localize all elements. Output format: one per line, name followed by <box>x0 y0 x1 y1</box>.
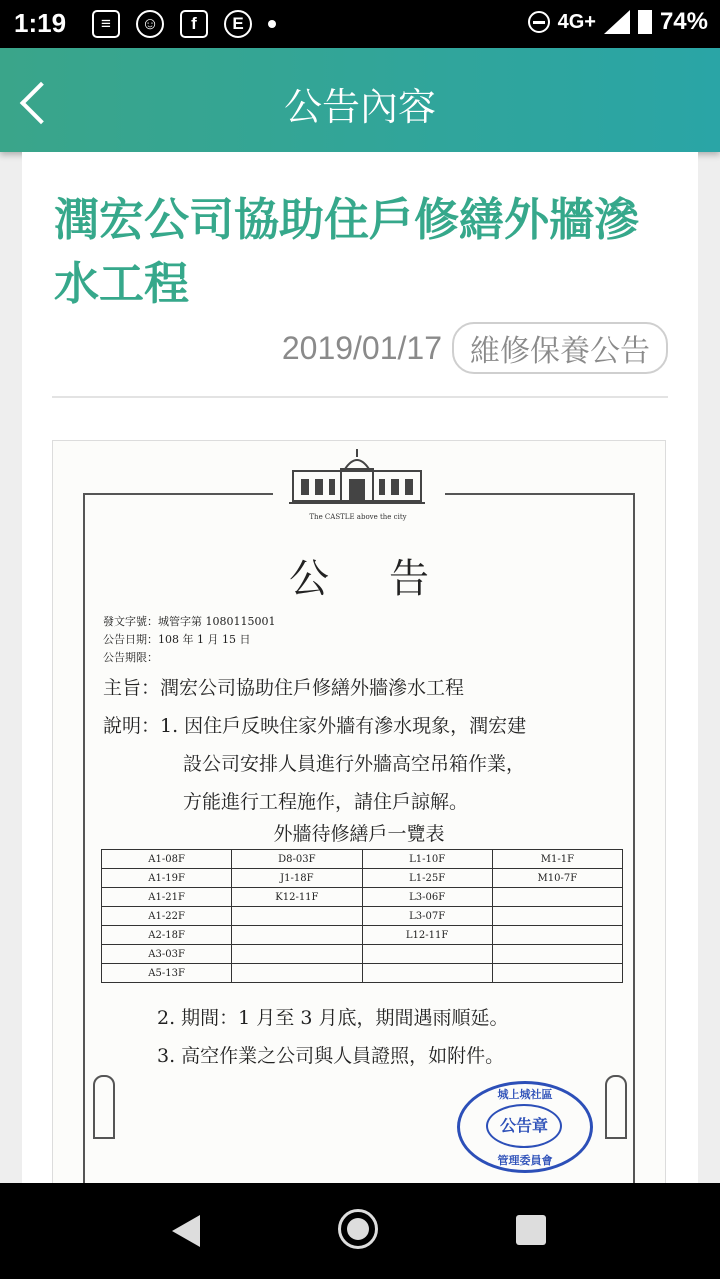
announcement-title: 潤宏公司協助住戶修繕外牆滲水工程 <box>54 193 640 310</box>
table-cell: K12-11F <box>232 888 362 907</box>
table-cell: J1-18F <box>232 869 362 888</box>
battery-percent: 74% <box>659 8 708 35</box>
table-row <box>102 926 623 945</box>
notice-desc-1: 說明：1. 因住戶反映住家外牆有滲水現象，潤宏建 <box>103 715 527 737</box>
announcement-date: 2019/01/17 <box>281 329 442 366</box>
table-cell: L1-10F <box>362 850 492 869</box>
castle-logo-icon <box>289 447 425 509</box>
page-title: 公告內容 <box>283 85 436 129</box>
e-icon: E <box>224 10 252 38</box>
table-cell: A5-13F <box>102 964 232 983</box>
table-cell: L3-07F <box>362 907 492 926</box>
notice-heading: 公告 <box>289 556 489 602</box>
dot-icon <box>268 20 276 28</box>
nav-back-icon[interactable] <box>172 1215 200 1247</box>
table-row <box>102 869 623 888</box>
table-title: 外牆待修繕戶一覽表 <box>273 823 445 845</box>
table-row <box>102 850 623 869</box>
table-cell <box>492 926 622 945</box>
battery-icon <box>638 10 652 34</box>
notice-image[interactable] <box>52 440 666 1192</box>
notice-note-2: 2. 期間：1 月至 3 月底，期間遇雨順延。 <box>157 1007 509 1029</box>
table-cell: A2-18F <box>102 926 232 945</box>
status-bar <box>0 0 720 48</box>
ornament-right-icon <box>605 1075 627 1139</box>
table-cell: L1-25F <box>362 869 492 888</box>
table-cell: L12-11F <box>362 926 492 945</box>
table-cell <box>492 964 622 983</box>
table-row <box>102 945 623 964</box>
do-not-disturb-icon <box>528 11 550 33</box>
notice-notes <box>157 999 508 1075</box>
table-cell <box>492 945 622 964</box>
table-cell <box>362 964 492 983</box>
nav-home-icon[interactable] <box>338 1209 378 1249</box>
notice-desc-2: 設公司安排人員進行外牆高空吊箱作業， <box>183 753 526 775</box>
table-cell <box>232 907 362 926</box>
table-cell <box>232 964 362 983</box>
seal-top-text: 城上城社區 <box>497 1088 553 1101</box>
nav-recent-apps-icon[interactable] <box>516 1215 546 1245</box>
seal-center-text: 公告章 <box>486 1104 562 1148</box>
nav-bar <box>0 1183 720 1279</box>
notice-note-3: 3. 高空作業之公司與人員證照，如附件。 <box>157 1045 505 1067</box>
facebook-icon: f <box>180 10 208 38</box>
app-bar <box>0 48 720 152</box>
table-row <box>102 964 623 983</box>
network-type: 4G+ <box>557 10 596 33</box>
seal-bottom-text: 管理委員會 <box>497 1154 553 1167</box>
ornament-left-icon <box>93 1075 115 1139</box>
repair-table <box>101 849 623 983</box>
table-row <box>102 907 623 926</box>
logo-caption: The CASTLE above the city <box>309 513 407 521</box>
doc-period: 公告期限： <box>103 651 158 664</box>
table-cell: M10-7F <box>492 869 622 888</box>
table-row <box>102 888 623 907</box>
notice-body <box>103 669 526 821</box>
category-badge[interactable]: 維修保養公告 <box>452 322 668 374</box>
table-cell: A3-03F <box>102 945 232 964</box>
table-cell: D8-03F <box>232 850 362 869</box>
notice-desc-3: 方能進行工程施作，請住戶諒解。 <box>183 791 469 813</box>
table-cell <box>232 945 362 964</box>
announcement-meta <box>282 322 668 374</box>
notice-subject: 主旨：潤宏公司協助住戶修繕外牆滲水工程 <box>103 677 465 699</box>
table-cell: A1-21F <box>102 888 232 907</box>
table-cell <box>232 926 362 945</box>
table-cell <box>492 907 622 926</box>
table-cell: M1-1F <box>492 850 622 869</box>
official-seal <box>457 1081 593 1173</box>
table-cell: A1-22F <box>102 907 232 926</box>
table-cell: A1-08F <box>102 850 232 869</box>
announcement-card <box>22 152 698 1192</box>
table-cell <box>362 945 492 964</box>
table-cell: L3-06F <box>362 888 492 907</box>
status-time: 1:19 <box>14 8 67 38</box>
notice-meta <box>103 613 275 667</box>
divider <box>52 396 668 398</box>
table-cell <box>492 888 622 907</box>
notes-icon: ≡ <box>92 10 120 38</box>
table-cell: A1-19F <box>102 869 232 888</box>
doc-date: 公告日期：108 年 1 月 15 日 <box>103 633 251 646</box>
android-icon: ☺ <box>136 10 164 38</box>
doc-number: 發文字號：城管字第 1080115001 <box>103 615 276 628</box>
signal-icon <box>604 10 630 34</box>
